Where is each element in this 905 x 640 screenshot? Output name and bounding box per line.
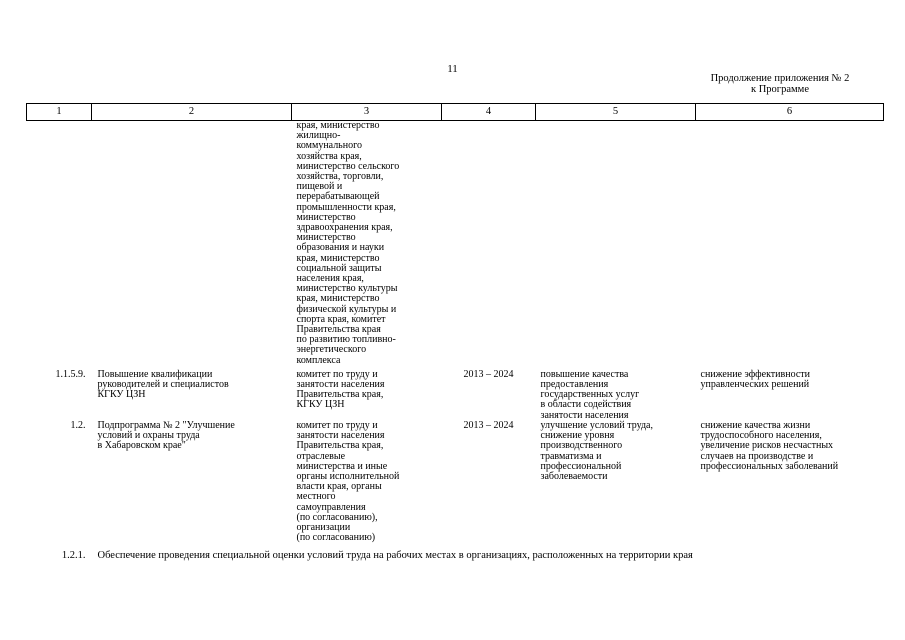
row-consequence: снижение эффективности управленческих решений (700, 368, 811, 391)
header-cell-1: 1 (27, 104, 92, 121)
table-row (27, 421, 884, 551)
row-full-text: Обеспечение проведения специальной оценки условий труда на рабочих местах в организациях, расположенных на территории края (97, 550, 693, 562)
program-table (26, 103, 884, 562)
row-period: 2013 – 2024 (463, 419, 514, 431)
row-number: 1.2. (70, 419, 86, 431)
row-consequence: снижение качества жизни трудоспособного населения, увеличение рисков несчастных случаев на производстве и профессиональных заболеваний (700, 419, 839, 472)
row-number (27, 121, 92, 370)
row-consequence (696, 121, 884, 370)
row-executors: комитет по труду и занятости населения Правительства края, отраслевые министерства и иные органы исполнительной власти края, органы местного самоуправления (по согласованию), организации (по согласованию) (296, 419, 400, 544)
header-cell-2: 2 (92, 104, 292, 121)
appendix-line-1: Продолжение приложения № 2 (710, 73, 850, 84)
table-header-row (27, 104, 884, 121)
row-executors: края, министерство жилищно- коммунального хозяйства края, министерство сельского хозяйства, торговли, пищевой и перерабатывающей промышленности края, министерство здравоохранения края, министерство образования и науки края, министерство социальной защиты населения края, министерство культуры края, министерство физической культуры и спорта края, комитет Правительства края по развитию топливно- энергетического комплекса (296, 120, 400, 366)
row-executors: комитет по труду и занятости населения Правительства края, КГКУ ЦЗН (296, 368, 385, 411)
table-row (27, 370, 884, 421)
table-row (27, 551, 884, 561)
table-row (27, 121, 884, 370)
appendix-caption (650, 73, 905, 95)
row-result: повышение качества предоставления государственных услуг в области содействия занятости населения (540, 368, 640, 421)
row-name: Подпрограмма № 2 "Улучшение условий и охраны труда в Хабаровском крае" (97, 419, 235, 452)
page-number: 11 (447, 63, 458, 75)
header-cell-4: 4 (442, 104, 536, 121)
row-period: 2013 – 2024 (463, 368, 514, 380)
row-number: 1.1.5.9. (55, 368, 86, 380)
header-cell-6: 6 (696, 104, 884, 121)
row-period (442, 121, 536, 370)
row-result: улучшение условий труда, снижение уровня производственного травматизма и профессиональной заболеваемости (540, 419, 653, 482)
row-name: Повышение квалификации руководителей и специалистов КГКУ ЦЗН (97, 368, 229, 401)
row-name (92, 121, 292, 370)
header-cell-3: 3 (292, 104, 442, 121)
appendix-line-2: к Программе (751, 84, 809, 95)
row-result (536, 121, 696, 370)
header-cell-5: 5 (536, 104, 696, 121)
row-number: 1.2.1. (61, 550, 86, 562)
